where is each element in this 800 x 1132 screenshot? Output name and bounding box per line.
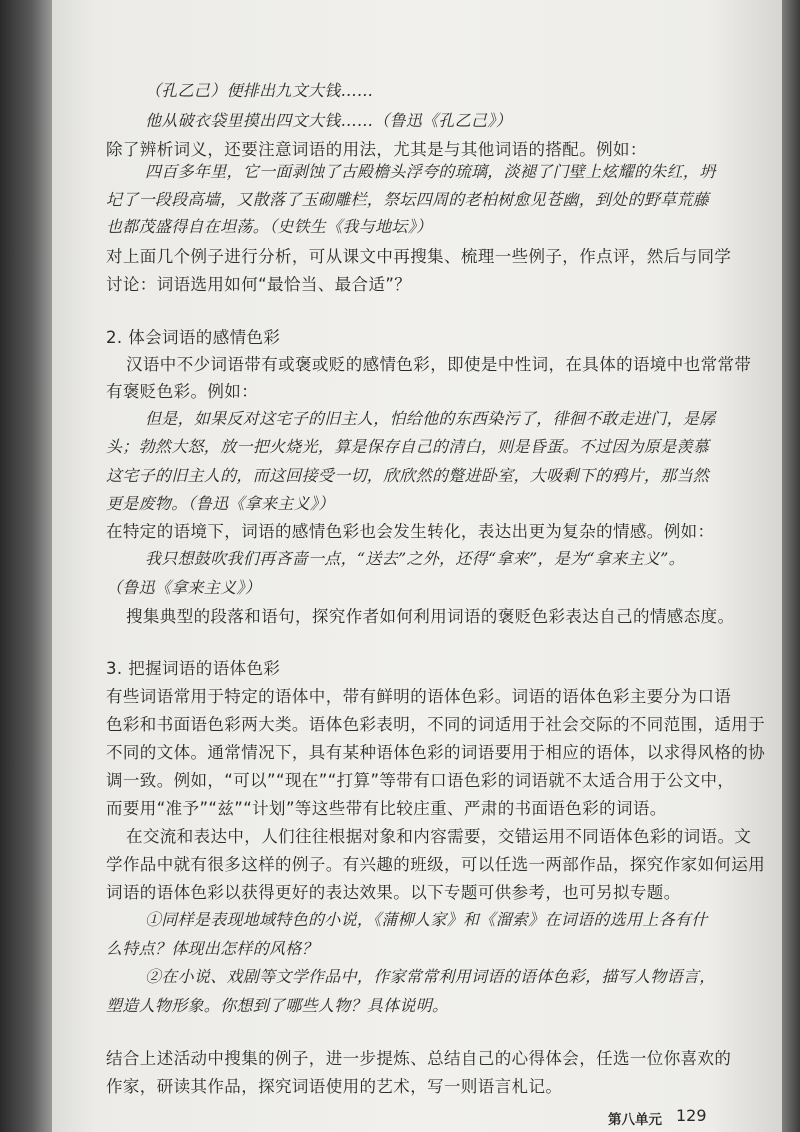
paragraph-line: 除了辨析词义，还要注意词语的用法，尤其是与其他词语的搭配。例如： bbox=[106, 140, 647, 159]
page-edge-shadow-left bbox=[0, 0, 52, 1132]
quote-line: （鲁迅《拿来主义》） bbox=[106, 578, 262, 597]
topic-line: ②在小说、戏剧等文学作品中，作家常常利用词语的语体色彩，描写人物语言， bbox=[145, 967, 716, 986]
paragraph-line: 汉语中不少词语带有或褒或贬的感情色彩，即使是中性词，在具体的语境中也常常带 bbox=[126, 355, 752, 374]
example-quote: 他从破衣袋里摸出四文大钱……（鲁迅《孔乙己》） bbox=[145, 111, 512, 130]
example-quote: （孔乙己）便排出九文大钱…… bbox=[145, 81, 374, 100]
section-heading: 2. 体会词语的感情色彩 bbox=[106, 328, 281, 347]
paragraph-line: 搜集典型的段落和语句，探究作者如何利用词语的褒贬色彩表达自己的情感态度。 bbox=[126, 607, 735, 626]
textbook-page bbox=[52, 0, 782, 1132]
page-number: 129 bbox=[676, 1106, 707, 1125]
paragraph-line: 而要用“准予”“兹”“计划”等这些带有比较庄重、严肃的书面语色彩的词语。 bbox=[106, 799, 667, 818]
paragraph-line: 在交流和表达中，人们往往根据对象和内容需要，交错运用不同语体色彩的词语。文 bbox=[126, 827, 752, 846]
paragraph-line: 调一致。例如，“可以”“现在”“打算”等带有口语色彩的词语就不太适合用于公文中， bbox=[106, 771, 735, 790]
section-heading: 3. 把握词语的语体色彩 bbox=[106, 659, 281, 678]
quote-line: 也都茂盛得自在坦荡。（史铁生《我与地坛》） bbox=[106, 217, 433, 236]
quote-line: 我只想鼓吹我们再吝啬一点，“送去”之外，还得“拿来”，是为“拿来主义”。 bbox=[145, 549, 685, 568]
topic-line: 塑造人物形象。你想到了哪些人物？具体说明。 bbox=[106, 996, 449, 1015]
paragraph-line: 词语的语体色彩以获得更好的表达效果。以下专题可供参考，也可另拟专题。 bbox=[106, 883, 681, 902]
paragraph-line: 结合上述活动中搜集的例子，进一步提炼、总结自己的心得体会，任选一位你喜欢的 bbox=[106, 1049, 732, 1068]
paragraph-line: 有些词语常用于特定的语体中，带有鲜明的语体色彩。词语的语体色彩主要分为口语 bbox=[106, 687, 732, 706]
quote-line: 圮了一段段高墙，又散落了玉砌雕栏，祭坛四周的老柏树愈见苍幽，到处的野草荒藤 bbox=[106, 190, 710, 209]
footer-unit-label: 第八单元 bbox=[608, 1112, 662, 1128]
quote-line: 更是废物。（鲁迅《拿来主义》） bbox=[106, 494, 335, 513]
paragraph-line: 在特定的语境下，词语的感情色彩也会发生转化，表达出更为复杂的情感。例如： bbox=[106, 522, 715, 541]
topic-line: ①同样是表现地域特色的小说，《蒲柳人家》和《溜索》在词语的选用上各有什 bbox=[145, 910, 708, 929]
quote-line: 头；勃然大怒，放一把火烧光，算是保存自己的清白，则是昏蛋。不过因为原是羡慕 bbox=[106, 437, 710, 456]
paragraph-line: 色彩和书面语色彩两大类。语体色彩表明，不同的词适用于社会交际的不同范围，适用于 bbox=[106, 715, 766, 734]
page-edge-shadow-right bbox=[782, 0, 800, 1132]
paragraph-line: 不同的文体。通常情况下，具有某种语体色彩的词语要用于相应的语体，以求得风格的协 bbox=[106, 743, 766, 762]
paragraph-line: 有褒贬色彩。例如： bbox=[106, 382, 259, 401]
paragraph-line: 作家，研读其作品，探究词语使用的艺术，写一则语言札记。 bbox=[106, 1077, 563, 1096]
paragraph-line: 讨论：词语选用如何“最恰当、最合适”？ bbox=[106, 275, 412, 294]
quote-line: 四百多年里，它一面剥蚀了古殿檐头浮夸的琉璃，淡褪了门壁上炫耀的朱红，坍 bbox=[145, 162, 716, 181]
quote-line: 但是，如果反对这宅子的旧主人，怕给他的东西染污了，徘徊不敢走进门，是孱 bbox=[145, 409, 716, 428]
paragraph-line: 学作品中就有很多这样的例子。有兴趣的班级，可以任选一两部作品，探究作家如何运用 bbox=[106, 855, 766, 874]
topic-line: 么特点？体现出怎样的风格？ bbox=[106, 939, 318, 958]
quote-line: 这宅子的旧主人的，而这回接受一切，欣欣然的蹩进卧室，大吸剩下的鸦片，那当然 bbox=[106, 466, 710, 485]
paragraph-line: 对上面几个例子进行分析，可从课文中再搜集、梳理一些例子，作点评，然后与同学 bbox=[106, 247, 732, 266]
